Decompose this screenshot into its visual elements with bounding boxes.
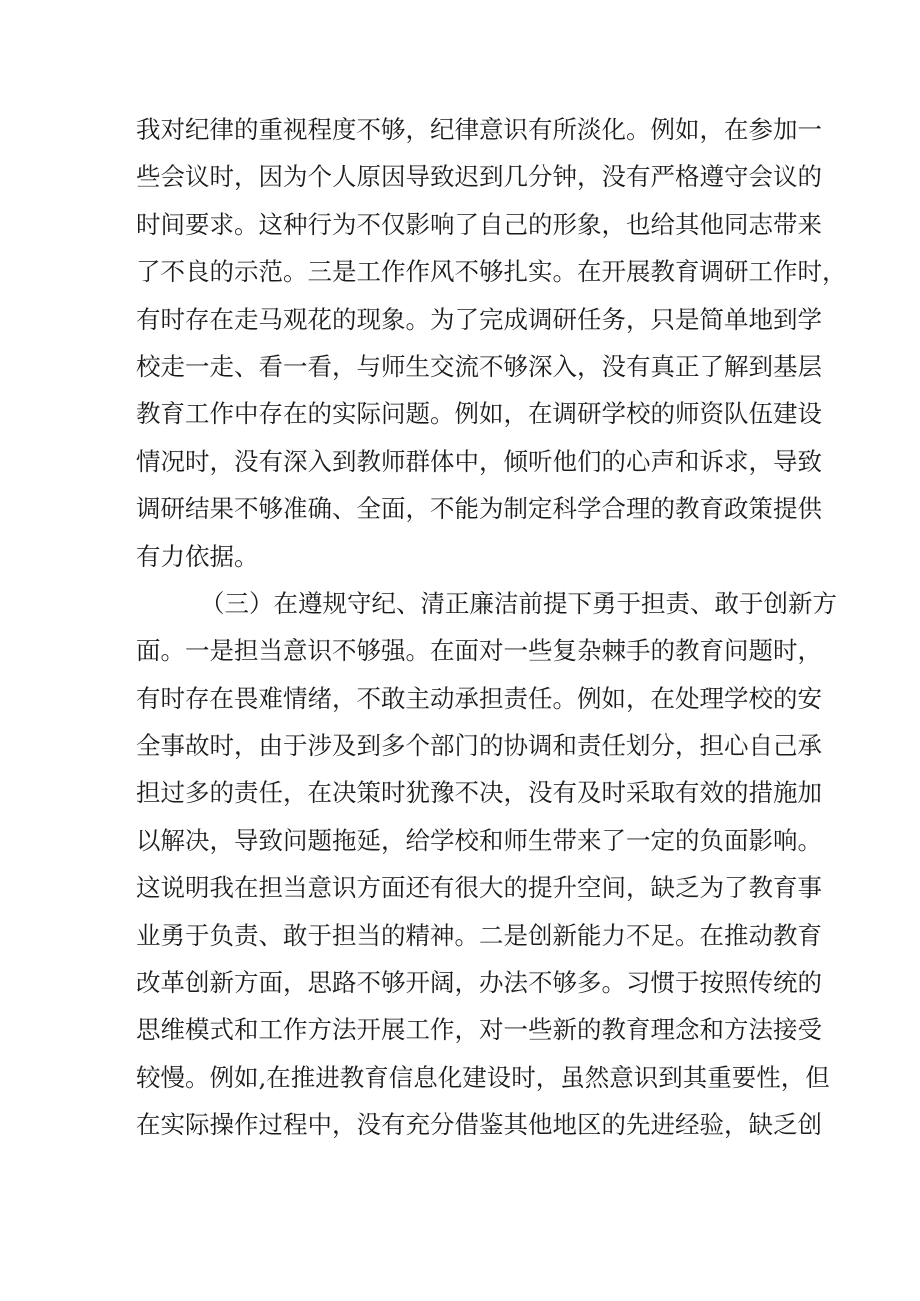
text-line-19: 改革创新方面，思路不够开阔，办法不够多。习惯于按照传统的 bbox=[136, 968, 822, 998]
text-line-10: 有力依据。 bbox=[136, 541, 259, 571]
text-line-17: 这说明我在担当意识方面还有很大的提升空间，缺乏为了教育事 bbox=[136, 873, 822, 903]
text-line-2: 些会议时，因为个人原因导致迟到几分钟，没有严格遵守会议的 bbox=[136, 162, 822, 192]
text-line-6: 校走一走、看一看，与师生交流不够深入，没有真正了解到基层 bbox=[136, 351, 822, 381]
text-line-4: 了不良的示范。三是工作作风不够扎实。在开展教育调研工作时， bbox=[136, 257, 847, 287]
text-line-15: 担过多的责任，在决策时犹豫不决，没有及时采取有效的措施加 bbox=[136, 778, 822, 808]
text-line-21: 较慢。例如,在推进教育信息化建设时，虽然意识到其重要性，但 bbox=[136, 1062, 830, 1092]
document-body bbox=[136, 106, 847, 1149]
text-line-12: 面。一是担当意识不够强。在面对一些复杂棘手的教育问题时， bbox=[136, 636, 822, 666]
text-line-3: 时间要求。这种行为不仅影响了自己的形象，也给其他同志带来 bbox=[136, 209, 822, 239]
section-heading-line: （三）在遵规守纪、清正廉洁前提下勇于担责、敢于创新方 bbox=[200, 588, 837, 618]
text-line-20: 思维模式和工作方法开展工作，对一些新的教育理念和方法接受 bbox=[136, 1015, 822, 1045]
text-line-7: 教育工作中存在的实际问题。例如，在调研学校的师资队伍建设 bbox=[136, 399, 822, 429]
text-line-22: 在实际操作过程中，没有充分借鉴其他地区的先进经验，缺乏创 bbox=[136, 1110, 822, 1140]
text-line-1: 我对纪律的重视程度不够，纪律意识有所淡化。例如，在参加一 bbox=[136, 115, 822, 144]
text-line-18: 业勇于负责、敢于担当的精神。二是创新能力不足。在推动教育 bbox=[136, 920, 822, 950]
text-line-16: 以解决，导致问题拖延，给学校和师生带来了一定的负面影响。 bbox=[136, 825, 822, 855]
text-line-5: 有时存在走马观花的现象。为了完成调研任务，只是简单地到学 bbox=[136, 304, 822, 334]
text-line-9: 调研结果不够准确、全面，不能为制定科学合理的教育政策提供 bbox=[136, 494, 822, 524]
text-line-8: 情况时，没有深入到教师群体中，倾听他们的心声和诉求，导致 bbox=[136, 446, 822, 476]
text-line-14: 全事故时，由于涉及到多个部门的协调和责任划分，担心自己承 bbox=[136, 731, 822, 761]
text-line-13: 有时存在畏难情绪，不敢主动承担责任。例如，在处理学校的安 bbox=[136, 683, 822, 713]
